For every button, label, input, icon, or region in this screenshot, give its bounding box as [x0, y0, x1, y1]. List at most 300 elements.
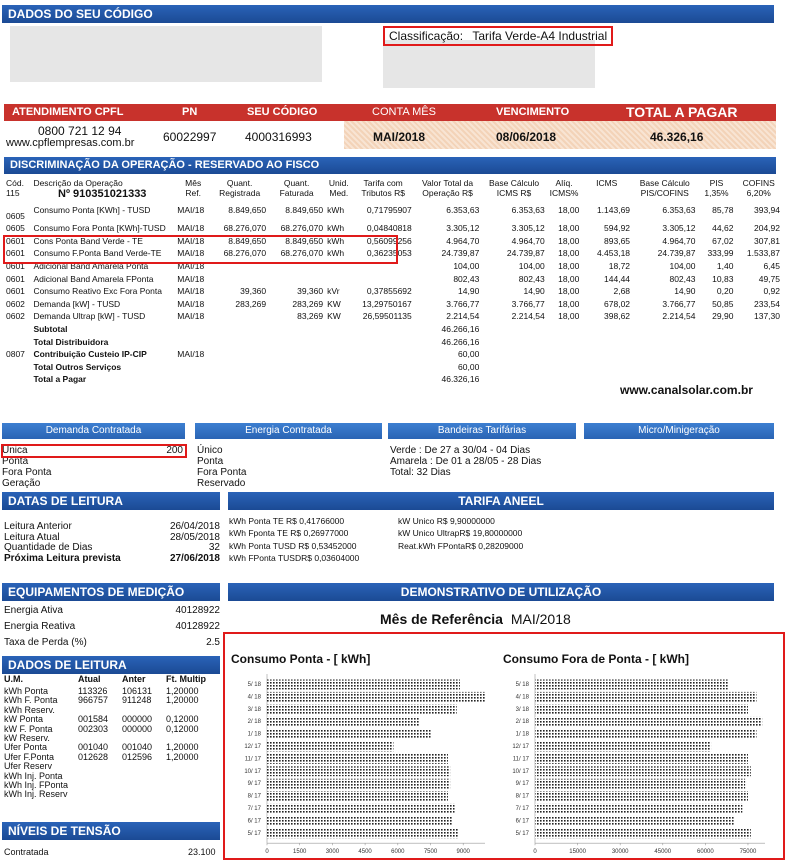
- chart-x-tick-label: 0: [533, 849, 537, 856]
- op-cell: [268, 361, 325, 374]
- tarifa-header: [228, 492, 774, 510]
- op-cell: 1.143,69: [596, 205, 631, 215]
- chart-bar: [535, 692, 756, 702]
- op-cell: Total Distribuidora: [33, 336, 109, 347]
- chart-bar: [267, 804, 454, 814]
- op-table-row: [4, 285, 782, 298]
- op-cell: 67,02: [712, 235, 734, 246]
- datas-label: Leitura Anterior: [4, 521, 72, 532]
- op-cell: [4, 373, 31, 386]
- op-cell: 594,92: [604, 223, 631, 234]
- equipamentos-title: EQUIPAMENTOS DE MEDIÇÃO: [8, 585, 185, 599]
- op-cell: [581, 323, 632, 336]
- op-cell: 50,85: [712, 298, 734, 309]
- op-cell: [211, 323, 268, 336]
- op-cell: 6,45: [763, 261, 780, 272]
- op-cell: 1,40: [716, 261, 734, 272]
- op-cell: [175, 335, 211, 348]
- op-table-row: [4, 361, 782, 374]
- op-cell: Consumo F.Ponta Band Verde-TE: [33, 248, 162, 259]
- equipamento-value: 40128922: [175, 605, 220, 616]
- chart-bar: [267, 791, 448, 801]
- op-cell: [697, 323, 735, 336]
- chart-bar: [535, 779, 745, 789]
- op-cell: [4, 361, 31, 374]
- op-cell: [632, 348, 697, 361]
- op-cell: 233,54: [754, 298, 780, 309]
- op-cell: 39,360: [240, 286, 267, 297]
- op-cell: [547, 361, 582, 374]
- op-cell: 3.305,12: [511, 223, 545, 234]
- op-cell: 18,00: [558, 311, 580, 322]
- micro-header: [584, 423, 774, 439]
- chart-bar: [267, 766, 450, 776]
- op-cell: [353, 348, 414, 361]
- equipamentos-header: [2, 583, 220, 601]
- bandeiras-list: [390, 445, 541, 478]
- datas-title: DATAS DE LEITURA: [8, 494, 123, 508]
- op-cell: Cons Ponta Band Verde - TE: [33, 235, 143, 246]
- op-cell: [697, 335, 735, 348]
- chart-bar: [535, 754, 748, 764]
- op-cell: 0,37855692: [366, 286, 412, 297]
- leitura-cell: 106131: [122, 686, 153, 696]
- op-cell: 8.849,650: [228, 205, 267, 215]
- chart-category-label: 10/ 17: [244, 768, 261, 775]
- op-cell: 8.849,650: [228, 235, 267, 246]
- leitura-cell: kWh Inj. Reserv: [4, 789, 68, 800]
- op-cell: 4.964,70: [511, 235, 545, 246]
- op-cell: [211, 272, 268, 285]
- op-cell: 24.739,87: [657, 248, 696, 259]
- classificacao-box: [383, 26, 613, 46]
- op-cell: [481, 361, 546, 374]
- op-cell: 8.849,650: [285, 205, 324, 215]
- leitura-cell: 113326: [78, 686, 108, 696]
- chart-category-label: 6/ 17: [247, 818, 261, 825]
- vencimento-value: 08/06/2018: [496, 130, 557, 144]
- tarifa-left-item: kWh FPonta TUSDR$ 0,03604000: [229, 552, 360, 563]
- chart-bar: [267, 729, 431, 739]
- op-cell: 3.305,12: [446, 223, 480, 234]
- op-cell: [581, 335, 632, 348]
- equipamento-row: [4, 635, 220, 651]
- op-cell: [581, 348, 632, 361]
- chart-x-tick-label: 4500: [358, 849, 372, 856]
- leitura-cell: Atual: [78, 674, 101, 684]
- equipamento-value: 2.5: [206, 637, 220, 648]
- highlight-band-verde: [3, 235, 398, 264]
- op-cell: [481, 335, 546, 348]
- conta-mes-value: MAI/2018: [373, 130, 426, 144]
- chart-bar: [535, 791, 748, 801]
- chart-category-label: 12/ 17: [512, 744, 529, 750]
- op-cell: kWh: [327, 205, 345, 215]
- equipamento-label: Energia Reativa: [4, 621, 76, 632]
- op-cell: [353, 335, 414, 348]
- op-cell: Demanda [kW] - TUSD: [33, 298, 121, 309]
- chart-x-tick-label: 75000: [739, 849, 757, 856]
- op-cell: [735, 348, 782, 361]
- op-cell: Total a Pagar: [33, 374, 87, 385]
- datas-value: 28/05/2018: [169, 531, 220, 543]
- op-header-cell: COFINS 6,20%: [742, 178, 775, 198]
- op-table-row: [4, 198, 782, 222]
- chart-category-label: 3/ 18: [515, 706, 529, 713]
- dados-codigo-title: DADOS DO SEU CÓDIGO: [8, 7, 153, 21]
- op-cell: [632, 361, 697, 374]
- conta-mes-label: CONTA MÊS: [372, 106, 436, 118]
- op-cell: Consumo Fora Ponta [KWh]-TUSD: [33, 223, 166, 234]
- chart-category-label: 4/ 18: [247, 694, 261, 701]
- leitura-cell: kWh Inj. FPonta: [4, 779, 69, 790]
- op-cell: 46.326,16: [441, 374, 480, 385]
- demanda-item: [2, 478, 183, 489]
- chart-bar: [267, 704, 457, 714]
- op-cell: 802,43: [453, 273, 480, 284]
- op-header-cell: Valor Total da Operação R$: [421, 178, 474, 198]
- micro-title: Micro/Minigeração: [638, 425, 720, 436]
- op-cell: [268, 272, 325, 285]
- op-cell: 13,29750167: [362, 298, 412, 309]
- op-cell: 18,00: [558, 235, 580, 246]
- chart-bar: [535, 804, 742, 814]
- demanda-item-label: Única: [2, 445, 28, 456]
- op-table-row: [4, 348, 782, 361]
- datas-list: [4, 522, 220, 564]
- leitura-cell: kW F. Ponta: [4, 723, 53, 734]
- op-cell: Consumo Ponta [KWh] - TUSD: [33, 205, 151, 215]
- op-header-cell: PIS 1,35%: [704, 178, 729, 198]
- op-cell: 144,44: [604, 273, 631, 284]
- leitura-cell: 1,20000: [166, 742, 199, 753]
- op-cell: [268, 373, 325, 386]
- highlight-demanda-unica: [1, 444, 187, 458]
- op-cell: Contribuição Custeio IP-CIP: [33, 349, 147, 360]
- chart-bar: [535, 680, 728, 690]
- discriminacao-title: DISCRIMINAÇÃO DA OPERAÇÃO - RESERVADO AO FISCO: [10, 159, 320, 171]
- chart-category-label: 1/ 18: [247, 731, 261, 738]
- chart-category-label: 11/ 17: [244, 756, 261, 763]
- op-cell: 83,269: [297, 311, 324, 322]
- chart-bar: [267, 779, 450, 789]
- op-cell: Consumo Reativo Exc Fora Ponta: [33, 286, 162, 297]
- op-cell: [697, 361, 735, 374]
- op-cell: [325, 361, 352, 374]
- atendimento-header-row: [4, 104, 776, 121]
- pn-label: PN: [182, 106, 198, 118]
- op-cell: 18,72: [608, 261, 631, 272]
- op-cell: MAI/18: [177, 235, 205, 246]
- op-cell: Adicional Band Amarela FPonta: [33, 273, 154, 284]
- op-cell: 24.739,87: [441, 248, 480, 259]
- op-cell: 0605: [6, 211, 25, 221]
- codigo-label: SEU CÓDIGO: [247, 106, 318, 118]
- chart-fora-ponta-title: Consumo Fora de Ponta - [ kWh]: [503, 652, 689, 666]
- op-cell: 2.214,54: [511, 311, 545, 322]
- op-header-cell: Base Cálculo PIS/COFINS: [639, 178, 690, 198]
- mes-referencia-label: Mês de Referência: [380, 611, 503, 627]
- op-cell: 49,75: [758, 273, 780, 284]
- op-cell: 68.276,070: [280, 248, 324, 259]
- datas-row: [4, 543, 220, 554]
- chart-bar: [535, 766, 751, 776]
- chart-category-label: 6/ 17: [515, 818, 529, 825]
- niveis-title: NÍVEIS DE TENSÃO: [8, 824, 121, 838]
- op-cell: MAI/18: [177, 261, 205, 272]
- tarifa-left-item: kWh Ponta TUSD R$ 0,53452000: [229, 540, 357, 551]
- op-table-row: [4, 310, 782, 323]
- op-cell: 46.266,16: [441, 324, 480, 335]
- op-cell: [4, 335, 31, 348]
- op-cell: [175, 373, 211, 386]
- codigo-value: 4000316993: [245, 130, 312, 144]
- datas-label: Quantidade de Dias: [4, 542, 93, 553]
- chart-bar: [267, 828, 459, 838]
- op-cell: 3.305,12: [662, 223, 696, 234]
- leitura-cell: kWh Ponta: [4, 686, 49, 696]
- op-cell: 60,00: [458, 349, 480, 360]
- equipamento-row: [4, 603, 220, 619]
- bandeiras-title: Bandeiras Tarifárias: [437, 425, 527, 436]
- op-cell: 39,360: [297, 286, 324, 297]
- datas-row: [4, 554, 220, 565]
- leitura-cell: 001584: [78, 714, 109, 725]
- leitura-row: [4, 790, 220, 799]
- op-cell: 18,00: [558, 205, 580, 215]
- op-cell: [481, 373, 546, 386]
- op-cell: 44,62: [712, 223, 734, 234]
- chart-category-label: 10/ 17: [512, 768, 529, 775]
- energia-item: Reservado: [197, 478, 246, 489]
- op-cell: 18,00: [558, 223, 580, 234]
- energia-item: Fora Ponta: [197, 467, 247, 478]
- tarifa-left-item: kWh Ponta TE R$ 0,41766000: [229, 516, 345, 526]
- op-header-cell: Quant. Registrada: [219, 178, 261, 198]
- demanda-item-label: Ponta: [2, 456, 29, 467]
- tarifa-title: TARIFA ANEEL: [458, 494, 544, 508]
- chart-category-label: 7/ 17: [247, 806, 261, 812]
- leitura-cell: Ufer Ponta: [4, 742, 48, 753]
- leitura-cell: 911248: [122, 695, 152, 706]
- op-cell: 18,00: [558, 286, 580, 297]
- dados-codigo-header: [2, 5, 774, 23]
- op-cell: [211, 348, 268, 361]
- op-cell: 6.353,63: [446, 205, 480, 215]
- equipamento-label: Energia Ativa: [4, 605, 63, 616]
- op-cell: [211, 335, 268, 348]
- energia-header: [195, 423, 382, 439]
- op-cell: MAI/18: [177, 205, 205, 215]
- equipamento-value: 40128922: [175, 621, 220, 632]
- op-cell: 3.766,77: [511, 298, 545, 309]
- leitura-cell: 0,12000: [166, 714, 199, 725]
- op-cell: [325, 323, 352, 336]
- leitura-cell: 012628: [78, 751, 109, 762]
- op-cell: Demanda Ultrap [kW] - TUSD: [33, 311, 146, 322]
- chart-category-label: 7/ 17: [515, 806, 529, 812]
- leitura-cell: 012596: [122, 751, 153, 762]
- op-cell: 0,20: [716, 286, 734, 297]
- op-cell: KW: [327, 311, 341, 322]
- leitura-cell: 001040: [78, 742, 109, 753]
- atendimento-label: ATENDIMENTO CPFL: [12, 106, 124, 118]
- redacted-address-block: [10, 26, 322, 82]
- tarifa-right-list: [398, 515, 523, 552]
- chart-bar: [535, 729, 756, 739]
- op-header-cell: ICMS: [596, 178, 618, 188]
- op-cell: [268, 335, 325, 348]
- op-cell: 137,30: [754, 311, 780, 322]
- op-cell: [325, 348, 352, 361]
- datas-header: [2, 492, 220, 510]
- classificacao-label: Classificação:: [389, 29, 464, 43]
- op-cell: 68.276,070: [223, 248, 267, 259]
- demanda-title: Demanda Contratada: [45, 425, 142, 436]
- op-cell: 18,00: [558, 248, 580, 259]
- operacao-table: [4, 178, 782, 386]
- charts-container: [223, 632, 785, 860]
- op-cell: [735, 361, 782, 374]
- datas-value: 32: [208, 542, 220, 553]
- op-cell: 307,81: [754, 235, 780, 246]
- op-cell: MAI/18: [177, 248, 205, 259]
- op-cell: 0,36235053: [366, 248, 412, 259]
- op-cell: [325, 272, 352, 285]
- op-cell: 678,02: [604, 298, 631, 309]
- op-cell: [547, 373, 582, 386]
- op-cell: [325, 373, 352, 386]
- datas-value: 27/06/2018: [169, 552, 220, 564]
- op-cell: 0,71795907: [366, 205, 412, 215]
- op-cell: [547, 335, 582, 348]
- op-cell: 18,00: [558, 261, 580, 272]
- leitura-cell: 0,12000: [166, 723, 199, 734]
- leitura-cell: 1,20000: [166, 695, 199, 706]
- leitura-cell: 966757: [78, 695, 109, 706]
- op-header-cell: Mês Ref.: [185, 178, 202, 198]
- op-header-cell: Unid. Med.: [328, 178, 349, 198]
- op-cell: 8.849,650: [285, 235, 324, 246]
- op-cell: [353, 272, 414, 285]
- demonstrativo-header: [228, 583, 774, 601]
- chart-x-tick-label: 1500: [293, 849, 307, 856]
- chart-x-tick-label: 15000: [569, 849, 586, 856]
- demanda-header: [2, 423, 185, 439]
- op-cell: 2,68: [613, 286, 631, 297]
- op-cell: Adicional Band Amarela Ponta: [33, 261, 149, 272]
- leitura-cell: 000000: [122, 714, 153, 725]
- op-cell: 0601: [6, 235, 25, 246]
- op-table-row: [4, 298, 782, 311]
- op-cell: [325, 335, 352, 348]
- op-cell: 0602: [6, 298, 25, 309]
- chart-bar: [267, 816, 452, 826]
- op-cell: 4.964,70: [662, 235, 696, 246]
- demanda-item-value: 200: [166, 445, 183, 456]
- chart-bar: [535, 828, 751, 838]
- op-cell: [268, 323, 325, 336]
- op-header-cell: Quant. Faturada: [279, 178, 314, 198]
- chart-x-tick-label: 30000: [611, 849, 629, 856]
- op-cell: MAI/18: [177, 311, 205, 322]
- chart-category-label: 8/ 17: [515, 793, 529, 800]
- op-cell: kWh: [327, 223, 345, 234]
- op-cell: 104,00: [518, 261, 545, 272]
- op-cell: 398,62: [604, 311, 631, 322]
- op-cell: [632, 335, 697, 348]
- chart-category-label: 9/ 17: [515, 781, 529, 788]
- op-cell: [481, 323, 546, 336]
- op-cell: 14,90: [458, 286, 480, 297]
- op-cell: 893,65: [604, 235, 631, 246]
- op-header-cell: Tarifa com Tributos R$: [361, 178, 405, 198]
- equipamento-row: [4, 619, 220, 635]
- leitura-cell: Ufer Reserv: [4, 761, 53, 772]
- bandeiras-header: [388, 423, 576, 439]
- mes-referencia: [380, 611, 571, 627]
- discriminacao-header: [4, 157, 776, 174]
- op-header-cell: Alíq. ICMS%: [549, 178, 579, 198]
- op-cell: 14,90: [674, 286, 696, 297]
- op-cell: 393,94: [754, 205, 780, 215]
- chart-bar: [267, 680, 460, 690]
- op-cell: 2.214,54: [662, 311, 696, 322]
- leitura-cell: Ft. Multip: [166, 674, 206, 684]
- datas-label: Próxima Leitura prevista: [4, 552, 121, 564]
- op-cell: [175, 361, 211, 374]
- op-cell: 60,00: [458, 361, 480, 372]
- datas-row: [4, 522, 220, 533]
- bandeiras-line: Amarela : De 01 a 28/05 - 28 Dias: [390, 456, 542, 467]
- leitura-title: DADOS DE LEITURA: [8, 658, 127, 672]
- op-cell: [697, 348, 735, 361]
- op-cell: 802,43: [518, 273, 545, 284]
- op-cell: 0602: [6, 311, 25, 322]
- op-cell: 29,90: [712, 311, 734, 322]
- op-cell: [735, 335, 782, 348]
- equipamento-label: Taxa de Perda (%): [4, 637, 87, 648]
- op-table-row: [4, 272, 782, 285]
- op-cell: 802,43: [669, 273, 696, 284]
- op-cell: 10,83: [712, 273, 734, 284]
- leitura-cell: 000000: [122, 723, 153, 734]
- chart-category-label: 2/ 18: [247, 719, 261, 726]
- op-cell: 18,00: [558, 273, 580, 284]
- leitura-cell: 002303: [78, 723, 109, 734]
- demanda-item: [2, 467, 183, 478]
- chart-category-label: 12/ 17: [244, 744, 261, 750]
- op-cell: 0,04840818: [366, 223, 412, 234]
- nf-number: Nº 910351021333: [58, 188, 147, 200]
- op-cell: 104,00: [453, 261, 480, 272]
- op-header-cell: Base Cálculo ICMS R$: [488, 178, 540, 198]
- op-cell: 4.964,70: [446, 235, 480, 246]
- op-cell: kWh: [327, 235, 345, 246]
- tarifa-left-list: [229, 515, 359, 564]
- op-cell: Total Outros Serviços: [33, 361, 122, 372]
- chart-x-tick-label: 0: [265, 849, 269, 856]
- op-cell: 68.276,070: [280, 223, 324, 234]
- op-cell: 3.766,77: [446, 298, 480, 309]
- op-cell: 0,92: [763, 286, 780, 297]
- total-label: TOTAL A PAGAR: [626, 104, 738, 120]
- demanda-item-label: Geração: [2, 478, 41, 489]
- op-cell: MAI/18: [177, 273, 205, 284]
- leitura-cell: kW Ponta: [4, 714, 44, 725]
- chart-category-label: 1/ 18: [515, 731, 529, 738]
- leitura-cell: kWh F. Ponta: [4, 695, 58, 706]
